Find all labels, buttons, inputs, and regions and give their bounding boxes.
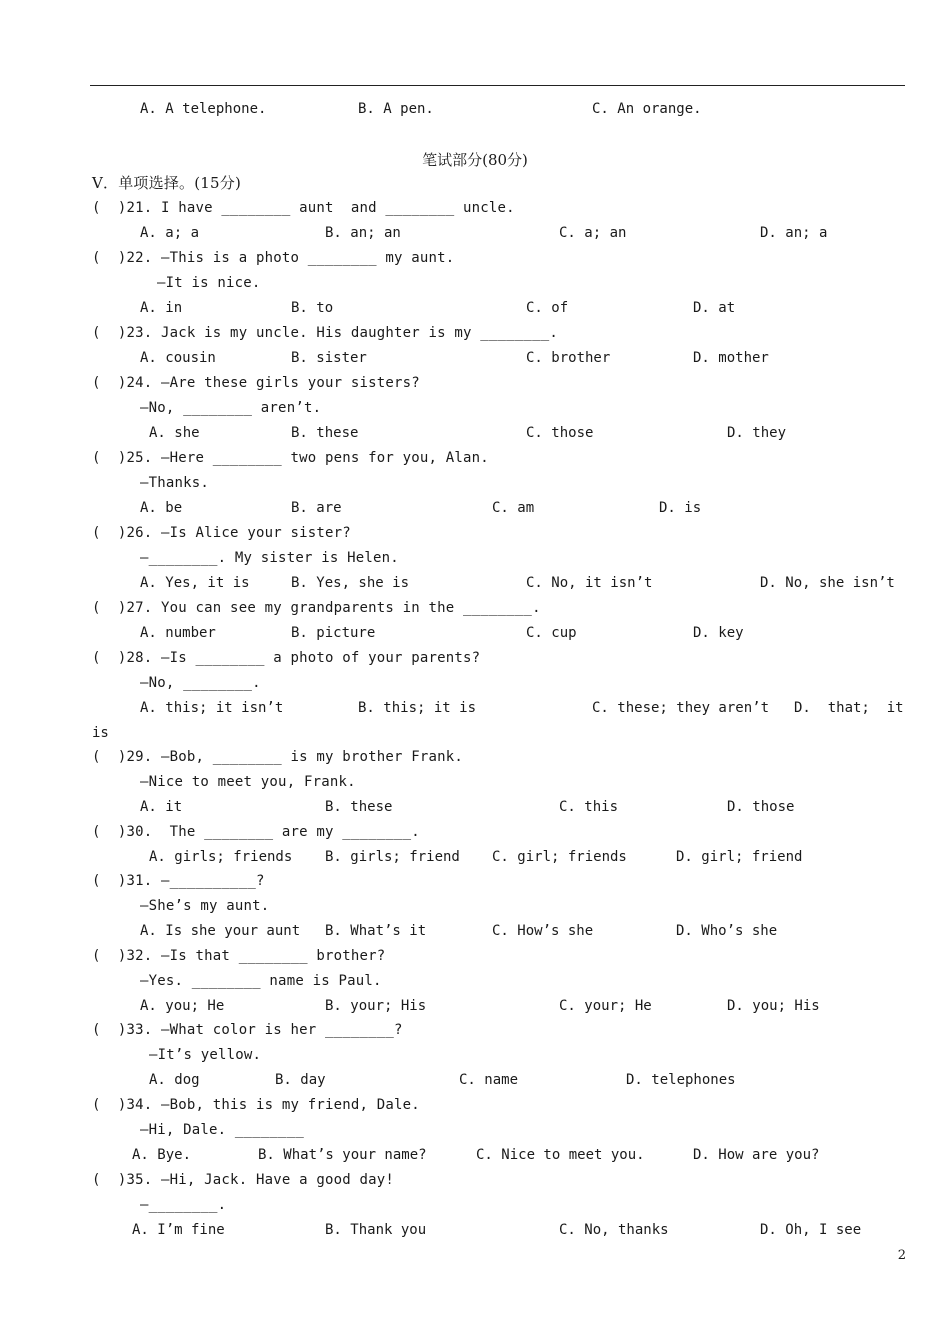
option-a: A. it [140, 799, 183, 815]
question-reply: —________. [140, 1197, 227, 1213]
question-stem: ( )28. —Is ________ a photo of your parents? [92, 650, 481, 666]
question-stem: ( )22. —This is a photo ________ my aunt. [92, 250, 455, 266]
question-stem: ( )21. I have ________ aunt and ________ uncle. [92, 200, 515, 216]
question-reply: —Thanks. [140, 475, 210, 491]
option-a: A. girls; friends [149, 849, 293, 865]
option-a: A. a; a [140, 225, 200, 241]
option-c: C. Nice to meet you. [476, 1147, 645, 1163]
option-a: A. Bye. [132, 1147, 192, 1163]
option-a: A. Is she your aunt [140, 923, 301, 939]
option-d: D. telephones [626, 1072, 736, 1088]
option-a: A. this; it isn’t [140, 700, 284, 716]
option-a: A. cousin [140, 350, 216, 366]
question-stem: ( )29. —Bob, ________ is my brother Frank. [92, 749, 464, 765]
option-b: B. these [291, 425, 359, 441]
question-reply: —________. My sister is Helen. [140, 550, 399, 566]
option-d: D. Who’s she [676, 923, 778, 939]
option-d: D. at [693, 300, 736, 316]
option-c: C. name [459, 1072, 519, 1088]
question-stem: ( )35. —Hi, Jack. Have a good day! [92, 1172, 395, 1188]
option-a: A. be [140, 500, 183, 516]
option-c: C. these; they aren’t [592, 700, 770, 716]
option-b: B. to [291, 300, 334, 316]
option-c: C. your; He [559, 998, 652, 1014]
part-title: 笔试部分(80分) [422, 151, 528, 169]
option-c: C. those [526, 425, 594, 441]
page-number: 2 [897, 1248, 906, 1263]
option-b: B. an; an [325, 225, 401, 241]
option-d: D. an; a [760, 225, 828, 241]
question-stem: ( )27. You can see my grandparents in the ________. [92, 600, 541, 616]
option-d: D. that; it [794, 700, 904, 716]
option-c: C. of [526, 300, 569, 316]
option-d: D. Oh, I see [760, 1222, 862, 1238]
option-c: C. No, thanks [559, 1222, 669, 1238]
question-stem: ( )25. —Here ________ two pens for you, Alan. [92, 450, 489, 466]
option-d: D. those [727, 799, 795, 815]
question-reply: —No, ________. [140, 675, 261, 691]
option-c: C. girl; friends [492, 849, 627, 865]
option-a: A. number [140, 625, 216, 641]
option-a: A. I’m fine [132, 1222, 225, 1238]
question-reply: —No, ________ aren’t. [140, 400, 322, 416]
option-d: D. girl; friend [676, 849, 803, 865]
option-b: B. A pen. [358, 101, 434, 117]
option-a: A. dog [149, 1072, 200, 1088]
question-stem: ( )26. —Is Alice your sister? [92, 525, 351, 541]
question-stem: ( )23. Jack is my uncle. His daughter is my ________. [92, 325, 558, 341]
option-a: A. you; He [140, 998, 225, 1014]
question-stem: ( )33. —What color is her ________? [92, 1022, 403, 1038]
section-heading: V．单项选择。(15分) [92, 174, 242, 192]
question-stem: ( )24. —Are these girls your sisters? [92, 375, 420, 391]
option-b: B. your; His [325, 998, 427, 1014]
option-c: C. An orange. [592, 101, 702, 117]
option-d: D. key [693, 625, 744, 641]
option-d: D. mother [693, 350, 769, 366]
question-stem: ( )30. The ________ are my ________. [92, 824, 420, 840]
option-b: B. sister [291, 350, 367, 366]
option-b: B. What’s it [325, 923, 427, 939]
option-b: B. picture [291, 625, 376, 641]
option-c: C. this [559, 799, 619, 815]
option-c: C. brother [526, 350, 611, 366]
question-reply: —Nice to meet you, Frank. [140, 774, 356, 790]
option-d: D. you; His [727, 998, 820, 1014]
option-c: C. cup [526, 625, 577, 641]
option-c: C. a; an [559, 225, 627, 241]
option-b: B. What’s your name? [258, 1147, 427, 1163]
option-b: B. Yes, she is [291, 575, 410, 591]
option-d: D. No, she isn’t [760, 575, 895, 591]
option-a: A. Yes, it is [140, 575, 250, 591]
option-a: A. in [140, 300, 183, 316]
option-a: A. A telephone. [140, 101, 267, 117]
question-reply: —It is nice. [157, 275, 261, 291]
option-c: C. How’s she [492, 923, 594, 939]
question-stem: ( )34. —Bob, this is my friend, Dale. [92, 1097, 420, 1113]
option-b: B. are [291, 500, 342, 516]
question-reply: —Yes. ________ name is Paul. [140, 973, 382, 989]
option-b: B. this; it is [358, 700, 477, 716]
question-reply: —Hi, Dale. ________ [140, 1122, 304, 1138]
option-c: C. No, it isn’t [526, 575, 653, 591]
option-b: B. girls; friend [325, 849, 460, 865]
header-rule [90, 85, 905, 86]
option-b: B. day [275, 1072, 326, 1088]
question-reply: —She’s my aunt. [140, 898, 270, 914]
question-stem: ( )32. —Is that ________ brother? [92, 948, 386, 964]
option-c: C. am [492, 500, 535, 516]
option-d: D. is [659, 500, 702, 516]
option-d: D. they [727, 425, 787, 441]
option-b: B. Thank you [325, 1222, 427, 1238]
option-d-wrap: is [92, 725, 109, 741]
option-a: A. she [149, 425, 200, 441]
option-b: B. these [325, 799, 393, 815]
question-reply: —It’s yellow. [149, 1047, 262, 1063]
option-d: D. How are you? [693, 1147, 820, 1163]
question-stem: ( )31. —__________? [92, 873, 265, 889]
